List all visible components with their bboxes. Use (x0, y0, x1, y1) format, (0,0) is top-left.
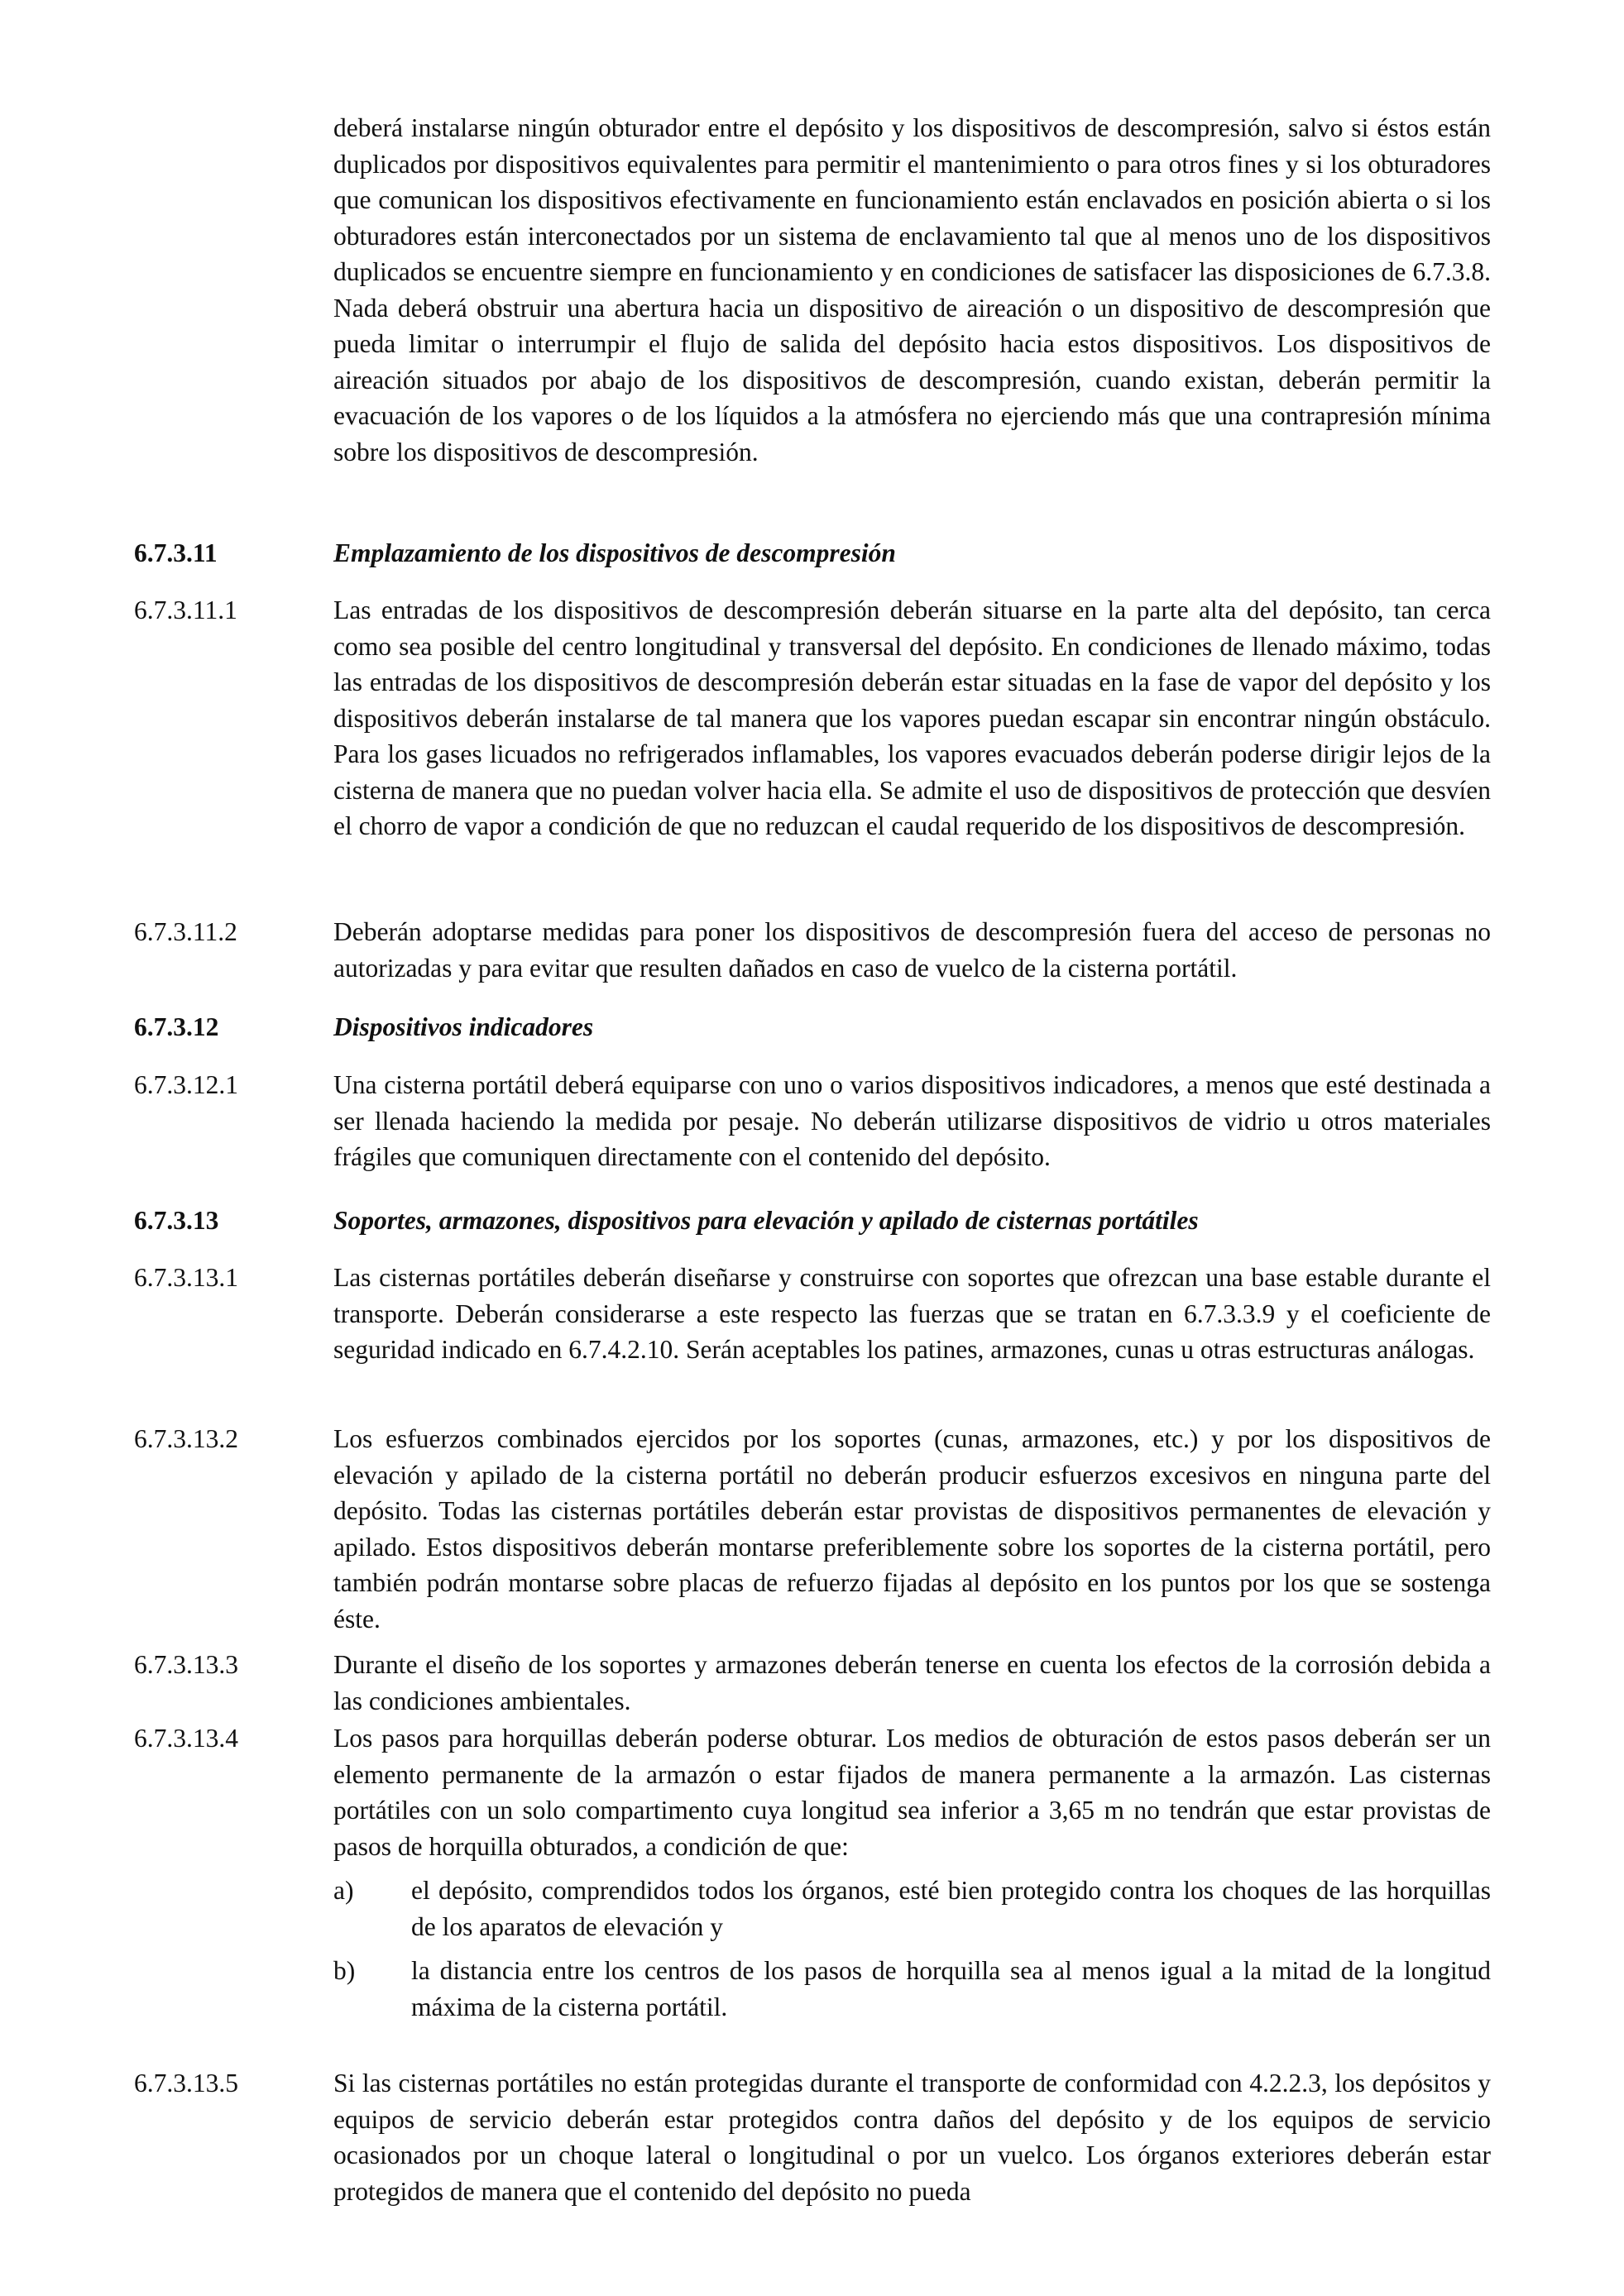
paragraph-6-7-3-13-4 (134, 1720, 1491, 2025)
section-title: Soportes, armazones, dispositivos para elevación y apilado de cisternas portátiles (333, 1206, 1199, 1235)
section-heading-6-7-3-12 (134, 1009, 1491, 1045)
paragraph-number: 6.7.3.13.1 (134, 1263, 238, 1292)
section-title: Emplazamiento de los dispositivos de descompresión (333, 538, 896, 567)
list-text: la distancia entre los centros de los pasos de horquilla sea al menos igual a la mitad de la longitud máxima de la cisterna portátil. (411, 1956, 1491, 2021)
list-marker: a) (333, 1876, 354, 1905)
paragraph-text: Deberán adoptarse medidas para poner los dispositivos de descompresión fuera del acceso de personas no autorizadas y para evitar que resulten dañados en caso de vuelco de la cisterna portátil. (333, 917, 1491, 983)
list-item (333, 1953, 1491, 2025)
paragraph-number: 6.7.3.12.1 (134, 1070, 238, 1099)
section-number: 6.7.3.11 (134, 538, 218, 567)
section-heading-6-7-3-13 (134, 1203, 1491, 1239)
section-heading-6-7-3-11 (134, 535, 1491, 572)
section-title: Dispositivos indicadores (333, 1012, 594, 1041)
list-marker: b) (333, 1956, 356, 1985)
paragraph-text: Los esfuerzos combinados ejercidos por los soportes (cunas, armazones, etc.) y por los dispositivos de elevación y apilado de la cisterna portátil no deberán producir esfuerzos excesivos en ninguna parte del depósito. Todas las cisternas portátiles deberán estar provistas de dispositivos permanentes de elevación y apilado. Estos dispositivos deberán montarse preferiblemente sobre los soportes de la cisterna portátil, pero también podrán montarse sobre placas de refuerzo fijadas al depósito en los puntos por los que se sostenga éste. (333, 1424, 1491, 1634)
paragraph-6-7-3-11-2 (134, 914, 1491, 986)
paragraph-text: Las entradas de los dispositivos de descompresión deberán situarse en la parte alta del depósito, tan cerca como sea posible del centro longitudinal y transversal del depósito. En condiciones de llenado máximo, todas las entradas de los dispositivos de descompresión deberán estar situadas en la fase de vapor del depósito y los dispositivos deberán instalarse de tal manera que los vapores puedan escapar sin encontrar ningún obstáculo. Para los gases licuados no refrigerados inflamables, los vapores evacuados deberán poderse dirigir lejos de la cisterna de manera que no puedan volver hacia ella. Se admite el uso de dispositivos de protección que desvíen el chorro de vapor a condición de que no reduzcan el caudal requerido de los dispositivos de descompresión. (333, 596, 1491, 840)
section-number: 6.7.3.13 (134, 1206, 219, 1235)
paragraph-number: 6.7.3.11.1 (134, 596, 237, 624)
paragraph-number: 6.7.3.13.3 (134, 1650, 238, 1679)
list-item (333, 1873, 1491, 1944)
paragraph-6-7-3-13-1 (134, 1260, 1491, 1368)
paragraph-text: Las cisternas portátiles deberán diseñarse y construirse con soportes que ofrezcan una base estable durante el transporte. Deberán considerarse a este respecto las fuerzas que se tratan en 6.7.3.3.9 y el coeficiente de seguridad indicado en 6.7.4.2.10. Serán aceptables los patines, armazones, cunas u otras estructuras análogas. (333, 1263, 1491, 1364)
paragraph-continuation (134, 110, 1491, 470)
paragraph-text: Si las cisternas portátiles no están protegidas durante el transporte de conformidad con 4.2.2.3, los depósitos y equipos de servicio deberán estar protegidos contra daños del depósito y de los equipos de servicio ocasionados por un choque lateral o longitudinal o por un vuelco. Los órganos exteriores deberán estar protegidos de manera que el contenido del depósito no pueda (333, 2069, 1491, 2206)
paragraph-text: Los pasos para horquillas deberán poderse obturar. Los medios de obturación de estos pasos deberán ser un elemento permanente de la armazón o estar fijados de manera permanente a la armazón. Las cisternas portátiles con un solo compartimento cuya longitud sea inferior a 3,65 m no tendrán que estar provistas de pasos de horquilla obturados, a condición de que: (333, 1724, 1491, 1861)
paragraph-number: 6.7.3.13.4 (134, 1724, 238, 1753)
paragraph-number: 6.7.3.13.2 (134, 1424, 238, 1453)
section-number: 6.7.3.12 (134, 1012, 219, 1041)
paragraph-6-7-3-13-2 (134, 1421, 1491, 1637)
paragraph-6-7-3-13-3 (134, 1647, 1491, 1719)
paragraph-6-7-3-12-1 (134, 1067, 1491, 1175)
paragraph-text: Una cisterna portátil deberá equiparse con uno o varios dispositivos indicadores, a menos que esté destinada a ser llenada haciendo la medida por pesaje. No deberán utilizarse dispositivos de vidrio u otros materiales frágiles que comuniquen directamente con el contenido del depósito. (333, 1070, 1491, 1171)
list-text: el depósito, comprendidos todos los órganos, esté bien protegido contra los choques de las horquillas de los aparatos de elevación y (411, 1876, 1491, 1941)
paragraph-6-7-3-13-5 (134, 2065, 1491, 2209)
paragraph-6-7-3-11-1 (134, 592, 1491, 844)
paragraph-number: 6.7.3.11.2 (134, 917, 237, 946)
paragraph-number: 6.7.3.13.5 (134, 2069, 238, 2097)
paragraph-text: deberá instalarse ningún obturador entre el depósito y los dispositivos de descompresión, salvo si éstos están duplicados por dispositivos equivalentes para permitir el mantenimiento o para otros fines y si los obturadores que comunican los dispositivos efectivamente en funcionamiento están enclavados en posición abierta o si los obturadores están interconectados por un sistema de enclavamiento tal que al menos uno de los dispositivos duplicados se encuentre siempre en funcionamiento y en condiciones de satisfacer las disposiciones de 6.7.3.8. Nada deberá obstruir una abertura hacia un dispositivo de aireación o un dispositivo de descompresión que pueda limitar o interrumpir el flujo de salida del depósito hacia estos dispositivos. Los dispositivos de aireación situados por abajo de los dispositivos de descompresión, cuando existan, deberán permitir la evacuación de los vapores o de los líquidos a la atmósfera no ejerciendo más que una contrapresión mínima sobre los dispositivos de descompresión. (333, 113, 1491, 466)
paragraph-text: Durante el diseño de los soportes y armazones deberán tenerse en cuenta los efectos de la corrosión debida a las condiciones ambientales. (333, 1650, 1491, 1715)
